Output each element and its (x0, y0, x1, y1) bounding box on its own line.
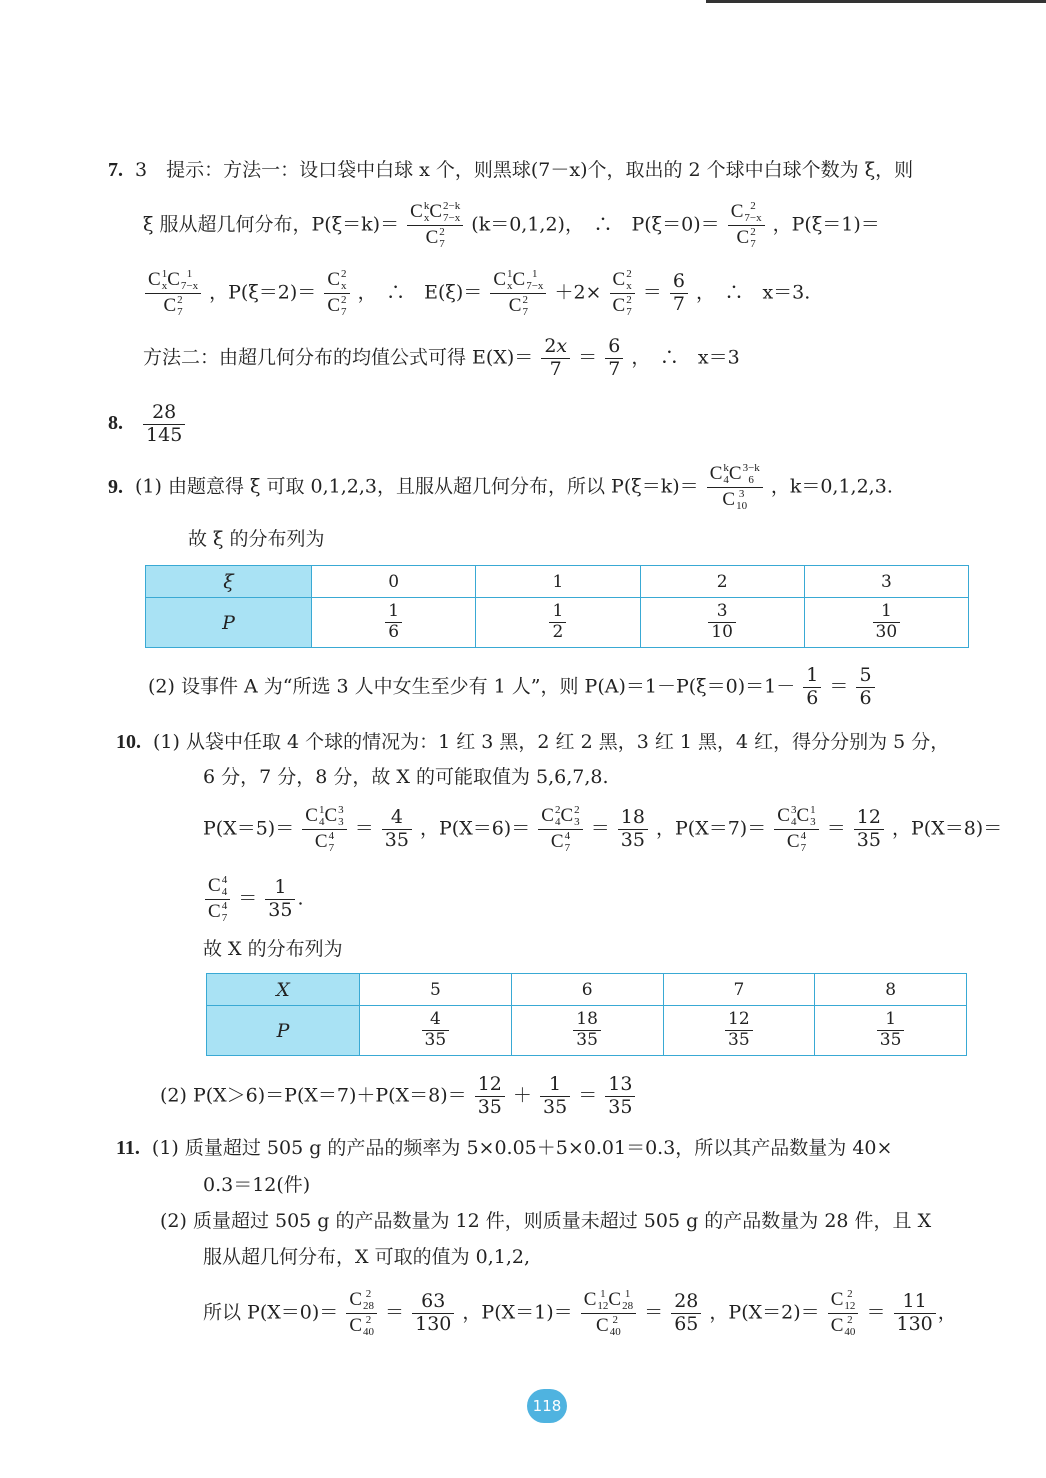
q7-line2 (143, 200, 880, 251)
q11-line1 (116, 1138, 892, 1158)
fraction: C 2 12 C 2 40 (828, 1288, 859, 1339)
q10-l1: (1) 从袋中任取 4 个球的情况为：1 红 3 黑，2 红 2 黑，3 红 1 黑，4 红，得分分别为 5 分， (153, 731, 950, 753)
fraction: C 1 x C 1 7−x C 2 7 (145, 268, 201, 319)
eq: ＝ (644, 1301, 664, 1324)
fraction: C 3 4 C 1 3 C 4 7 (774, 804, 818, 855)
table-cell: $\frac{1}{30}$ (804, 598, 968, 648)
q8-number: 8. (108, 412, 123, 435)
q8-den: 145 (146, 423, 183, 446)
table-cell: 3 (804, 566, 968, 598)
q11-number: 11. (116, 1137, 140, 1159)
table-cell: $\frac{18}{35}$ (511, 1006, 663, 1056)
table-cell: $\frac{3}{10}$ (640, 598, 804, 648)
fraction: $\frac{63}{130}$ (412, 1291, 454, 1336)
fraction: $\frac{6}{7}$ (670, 271, 688, 316)
fraction: $\frac{18}{35}$ (618, 807, 648, 852)
q9-distribution-table (145, 565, 969, 648)
table-cell: $\frac{12}{35}$ (663, 1006, 815, 1056)
table-cell: $\frac{4}{35}$ (360, 1006, 512, 1056)
q7-text-1: 3 提示：方法一：设口袋中白球 x 个，则黑球(7－x)个，取出的 2 个球中白球个数为 ξ，则 (135, 159, 914, 181)
table-head-p: P (146, 598, 312, 648)
fraction: C 1 12 C 1 28 C 2 40 (581, 1288, 636, 1339)
q7-l2c: ，P(ξ＝1)＝ (772, 213, 880, 236)
table-cell: 0 (312, 566, 476, 598)
top-rule (706, 0, 1046, 3)
comma: ， (937, 1301, 957, 1324)
q10-p2a: (2) P(X＞6)＝P(X＝7)＋P(X＝8)＝ (160, 1084, 467, 1107)
fraction: $\frac{5}{6}$ (856, 665, 874, 710)
q9-p1b: ，k＝0,1,2,3. (770, 475, 893, 498)
eq: ＝ (238, 887, 258, 910)
fraction: $\frac{6}{7}$ (605, 336, 623, 381)
fraction: $\frac{13}{35}$ (605, 1074, 635, 1119)
q10-line4 (203, 874, 304, 925)
fraction: $\frac{1}{35}$ (265, 877, 295, 922)
table-head-xi: ξ (146, 566, 312, 598)
fraction: $\frac{12}{35}$ (475, 1074, 505, 1119)
fraction: $\frac{1}{35}$ (540, 1074, 570, 1119)
eq: ＝ (866, 1301, 886, 1324)
q10-px6: ，P(X＝6)＝ (420, 817, 531, 840)
table-cell: 6 (511, 974, 663, 1006)
table-row (146, 566, 969, 598)
fraction: C 4 4 C 4 7 (205, 874, 230, 925)
q8-num: 28 (143, 402, 185, 425)
q9-number: 9. (108, 475, 123, 498)
table-row (207, 1006, 967, 1056)
table-row (207, 974, 967, 1006)
fraction: $\frac{11}{130}$ (894, 1291, 936, 1336)
fraction: C 1 4 C 3 3 C 4 7 (302, 804, 346, 855)
q7-l3b: ， ∴ E(ξ)＝ (357, 281, 483, 304)
q10-table-intro: 故 X 的分布列为 (203, 938, 343, 960)
q11-l5b: ，P(X＝1)＝ (462, 1301, 573, 1324)
fraction: $\frac{28}{65}$ (671, 1291, 701, 1336)
eq: ＝ (385, 1301, 405, 1324)
fraction: C k x C 2−k 7−x C 2 7 (407, 200, 463, 251)
q7-l3a: ，P(ξ＝2)＝ (209, 281, 317, 304)
plus: ＋ (512, 1084, 532, 1107)
eq: ＝ (354, 817, 374, 840)
fraction: $\frac{12}{35}$ (854, 807, 884, 852)
q11-line3: (2) 质量超过 505 g 的产品数量为 12 件，则质量未超过 505 g 的产品数量为 28 件，且 X (160, 1210, 932, 1232)
q10-line2: 6 分，7 分，8 分，故 X 的可能取值为 5,6,7,8. (203, 766, 609, 788)
fraction: C 2 x C 2 7 (324, 268, 349, 319)
q7-l4c: ， ∴ x＝3 (631, 346, 740, 369)
fraction: C 2 x C 2 7 (610, 268, 635, 319)
eq: ＝ (578, 1084, 598, 1107)
q8-line (108, 402, 187, 447)
q9-p2a: (2) 设事件 A 为“所选 3 人中女生至少有 1 人”，则 P(A)＝1－P(ξ＝0)＝1－ (148, 675, 796, 698)
q10-px7: ，P(X＝7)＝ (656, 817, 767, 840)
q10-px5: P(X＝5)＝ (203, 817, 295, 840)
q7-number: 7. (108, 159, 123, 181)
table-head-p: P (207, 1006, 360, 1056)
q7-l2a: ξ 服从超几何分布，P(ξ＝k)＝ (143, 213, 400, 236)
q7-line4 (143, 336, 740, 381)
q7-line3 (143, 268, 810, 319)
table-head-x: X (207, 974, 360, 1006)
q11-line2: 0.3＝12(件) (203, 1174, 311, 1196)
q7-l3c: ＋2× (554, 281, 602, 304)
q9-p1a: (1) 由题意得 ξ 可取 0,1,2,3，且服从超几何分布，所以 P(ξ＝k)＝ (135, 475, 699, 498)
fraction: $\frac{1}{6}$ (803, 665, 821, 710)
table-cell: 2 (640, 566, 804, 598)
period: . (297, 887, 304, 910)
table-cell: 5 (360, 974, 512, 1006)
q10-distribution-table (206, 973, 967, 1056)
q9-line2 (148, 665, 877, 710)
fraction: C 2 28 C 2 40 (346, 1288, 377, 1339)
q9-p2b: ＝ (829, 675, 849, 698)
table-cell: $\frac{1}{2}$ (476, 598, 640, 648)
eq: ＝ (590, 817, 610, 840)
table-cell: 7 (663, 974, 815, 1006)
fraction: C k 4 C 3−k 6 C 3 10 (707, 462, 763, 513)
fraction: C 1 x C 1 7−x C 2 7 (490, 268, 546, 319)
q11-l1: (1) 质量超过 505 g 的产品的频率为 5×0.05＋5×0.01＝0.3，所以其产品数量为 40× (151, 1137, 893, 1159)
q7-l3d: ＝ (642, 281, 662, 304)
q7-l3e: ， ∴ x＝3. (695, 281, 811, 304)
q8-answer-fraction (143, 402, 185, 447)
q7-l2b: (k＝0,1,2)， ∴ P(ξ＝0)＝ (471, 213, 720, 236)
q7-line1 (108, 160, 913, 180)
q10-line3 (203, 804, 1002, 855)
q7-l4a: 方法二：由超几何分布的均值公式可得 E(X)＝ (143, 346, 534, 369)
fraction: $\frac{4}{35}$ (382, 807, 412, 852)
table-cell: $\frac{1}{6}$ (312, 598, 476, 648)
table-cell: 1 (476, 566, 640, 598)
q7-l4b: ＝ (578, 346, 598, 369)
q11-l5a: 所以 P(X＝0)＝ (203, 1301, 339, 1324)
table-cell: 8 (815, 974, 967, 1006)
q11-line5 (203, 1288, 957, 1339)
q10-px8: ，P(X＝8)＝ (892, 817, 1003, 840)
fraction: C 2 4 C 2 3 C 4 7 (538, 804, 582, 855)
table-row (146, 598, 969, 648)
q10-number: 10. (116, 731, 141, 753)
eq: ＝ (826, 817, 846, 840)
fraction: $\frac{2x}{7}$ (541, 336, 570, 381)
q9-table-intro: 故 ξ 的分布列为 (188, 528, 325, 550)
table-cell: $\frac{1}{35}$ (815, 1006, 967, 1056)
q9-line1 (108, 462, 893, 513)
q11-line4: 服从超几何分布，X 可取的值为 0,1,2, (203, 1246, 530, 1268)
q10-part2 (160, 1074, 637, 1119)
q10-line1 (116, 732, 949, 752)
page-number-badge: 118 (527, 1389, 567, 1423)
fraction: C 2 7−x C 2 7 (728, 200, 765, 251)
q11-l5c: ，P(X＝2)＝ (709, 1301, 820, 1324)
